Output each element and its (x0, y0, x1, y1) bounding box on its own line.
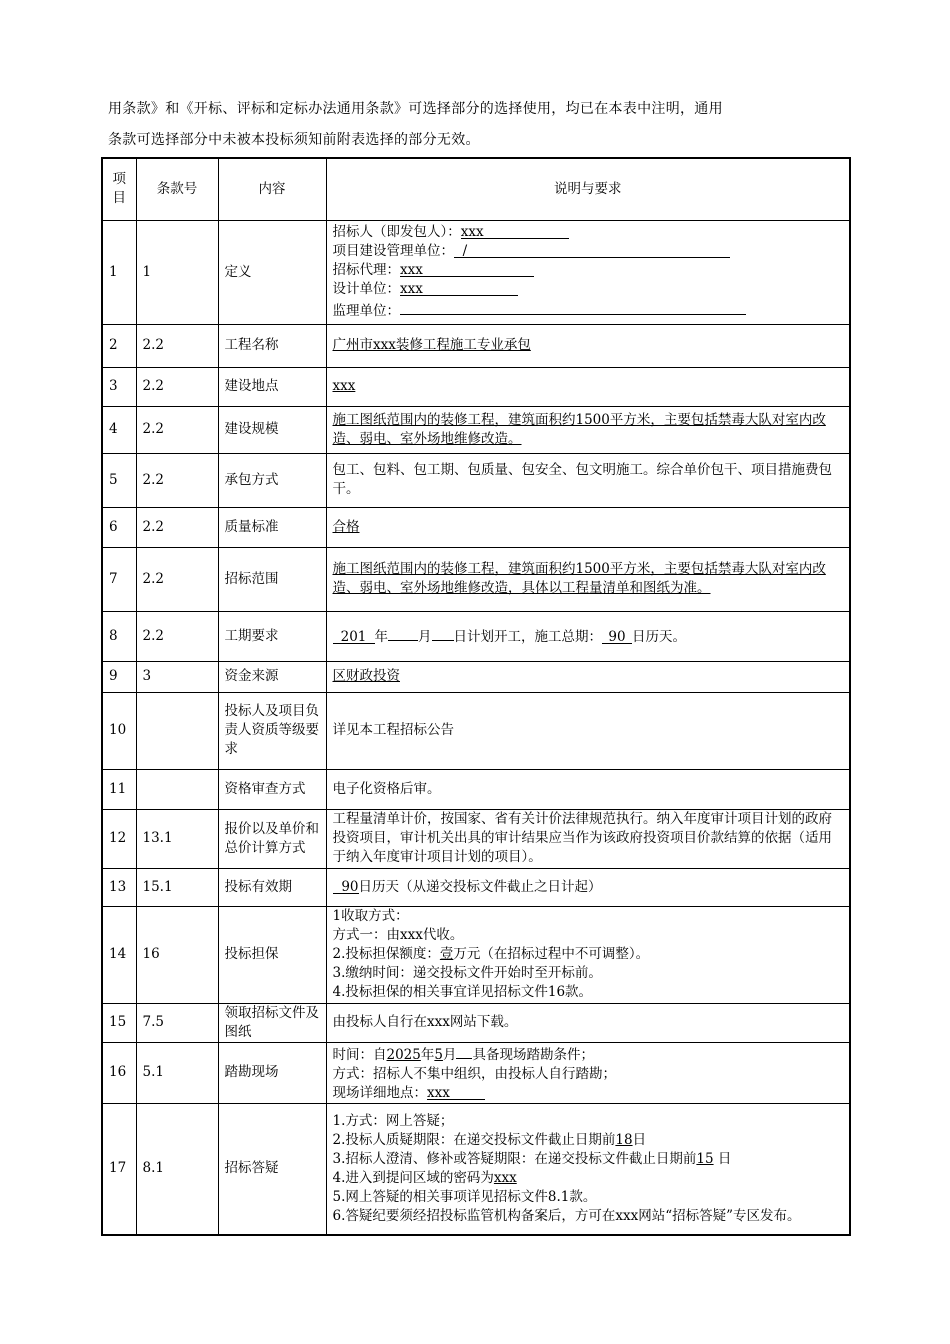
row-idx: 6 (102, 507, 136, 547)
row-content: 建设地点 (218, 367, 326, 406)
row-idx: 11 (102, 769, 136, 809)
table-row (102, 220, 850, 324)
row-desc: 1收取方式： 方式一：由xxx代收。 2.投标担保额度：壹万元（在招标过程中不可调整）。 3.缴纳时间：递交投标文件开始时至开标前。 4.投标担保的相关事宜详见招标文件16款。 (326, 906, 850, 1003)
row-idx: 13 (102, 868, 136, 906)
table-row (102, 547, 850, 611)
row-desc: 工程量清单计价，按国家、省有关计价法律规范执行。纳入年度审计项目计划的政府投资项目，审计机关出具的审计结果应当作为该政府投资项目价款结算的依据（适用于纳入年度审计项目计划的项目）。 (326, 809, 850, 868)
row-content: 工程名称 (218, 324, 326, 367)
row-idx: 7 (102, 547, 136, 611)
intro-line-1: 用条款》和《开标、评标和定标办法通用条款》可选择部分的选择使用，均已在本表中注明，通用 (108, 101, 723, 117)
row-desc: 由投标人自行在xxx网站下载。 (326, 1003, 850, 1042)
row-idx: 2 (102, 324, 136, 367)
row-idx: 12 (102, 809, 136, 868)
row-idx: 4 (102, 406, 136, 453)
table-row (102, 1003, 850, 1042)
header-clause: 条款号 (136, 158, 218, 220)
row-content: 踏勘现场 (218, 1042, 326, 1103)
row-clause: 2.2 (136, 547, 218, 611)
row-idx: 10 (102, 692, 136, 769)
table-row (102, 692, 850, 769)
table-row (102, 611, 850, 661)
row-idx: 15 (102, 1003, 136, 1042)
table-row (102, 661, 850, 692)
row-clause: 2.2 (136, 324, 218, 367)
table-row (102, 809, 850, 868)
row-desc: 区财政投资 (326, 661, 850, 692)
row-content: 报价以及单价和总价计算方式 (218, 809, 326, 868)
bid-notice-table (101, 157, 851, 1236)
row-clause: 16 (136, 906, 218, 1003)
row-desc: 包工、包料、包工期、包质量、包安全、包文明施工。综合单价包干、项目措施费包干。 (326, 453, 850, 507)
row-content: 投标人及项目负责人资质等级要求 (218, 692, 326, 769)
row-desc: 合格 (326, 507, 850, 547)
row-clause: 2.2 (136, 507, 218, 547)
row-desc: 201 年 月 日计划开工，施工总期： 90 日历天。 (326, 611, 850, 661)
row-desc: 招标人（即发包人）：xxx 项目建设管理单位： / 招标代理：xxx 设计单位：xxx 监理单位： (326, 220, 850, 324)
header-desc: 说明与要求 (326, 158, 850, 220)
row-clause: 2.2 (136, 406, 218, 453)
row-idx: 3 (102, 367, 136, 406)
row-desc: 广州市xxx装修工程施工专业承包 (326, 324, 850, 367)
row-clause: 13.1 (136, 809, 218, 868)
row-desc: 施工图纸范围内的装修工程，建筑面积约1500平方米，主要包括禁毒大队对室内改造、弱电、室外场地维修改造，具体以工程量清单和图纸为准。 (326, 547, 850, 611)
row-desc: xxx (326, 367, 850, 406)
row-desc: 电子化资格后审。 (326, 769, 850, 809)
row-clause: 2.2 (136, 611, 218, 661)
table-header-row (102, 158, 850, 220)
row-content: 招标范围 (218, 547, 326, 611)
row-clause (136, 692, 218, 769)
row-desc: 时间：自2025年5月 具备现场踏勘条件； 方式：招标人不集中组织，由投标人自行踏勘； 现场详细地点：xxx (326, 1042, 850, 1103)
row-content: 资格审查方式 (218, 769, 326, 809)
row-content: 工期要求 (218, 611, 326, 661)
row-content: 领取招标文件及图纸 (218, 1003, 326, 1042)
row-content: 投标担保 (218, 906, 326, 1003)
row-clause: 1 (136, 220, 218, 324)
row-idx: 5 (102, 453, 136, 507)
header-idx: 项目 (102, 158, 136, 220)
row-idx: 17 (102, 1103, 136, 1235)
table-row (102, 868, 850, 906)
row-idx: 8 (102, 611, 136, 661)
row-clause: 2.2 (136, 367, 218, 406)
table-row (102, 1042, 850, 1103)
table-row (102, 507, 850, 547)
row-desc: 详见本工程招标公告 (326, 692, 850, 769)
row-clause: 3 (136, 661, 218, 692)
table-row (102, 367, 850, 406)
header-content: 内容 (218, 158, 326, 220)
row-desc: 90日历天（从递交投标文件截止之日计起） (326, 868, 850, 906)
row-idx: 16 (102, 1042, 136, 1103)
row-content: 投标有效期 (218, 868, 326, 906)
row-content: 资金来源 (218, 661, 326, 692)
row-content: 建设规模 (218, 406, 326, 453)
intro-line-2: 条款可选择部分中未被本投标须知前附表选择的部分无效。 (108, 132, 480, 148)
row-clause: 8.1 (136, 1103, 218, 1235)
row-content: 质量标准 (218, 507, 326, 547)
row-clause: 7.5 (136, 1003, 218, 1042)
row-desc: 施工图纸范围内的装修工程，建筑面积约1500平方米，主要包括禁毒大队对室内改造、弱电、室外场地维修改造。 (326, 406, 850, 453)
table-row (102, 1103, 850, 1235)
row-idx: 14 (102, 906, 136, 1003)
row-desc: 1.方式：网上答疑； 2.投标人质疑期限：在递交投标文件截止日期前18日 3.招标人澄清、修补或答疑期限：在递交投标文件截止日期前15 日 4.进入到提问区域的密码为xxx 5.网上答疑的相关事项详见招标文件8.1款。 6.答疑纪要须经招投标监管机构备案后，方可在xxx网站“招标答疑”专区发布。 (326, 1103, 850, 1235)
row-idx: 9 (102, 661, 136, 692)
row-clause: 5.1 (136, 1042, 218, 1103)
row-idx: 1 (102, 220, 136, 324)
row-content: 定义 (218, 220, 326, 324)
intro-paragraph (108, 94, 844, 156)
row-clause: 15.1 (136, 868, 218, 906)
table-row (102, 406, 850, 453)
table-row (102, 453, 850, 507)
row-clause (136, 769, 218, 809)
row-content: 承包方式 (218, 453, 326, 507)
table-row (102, 769, 850, 809)
row-clause: 2.2 (136, 453, 218, 507)
table-row (102, 324, 850, 367)
row-content: 招标答疑 (218, 1103, 326, 1235)
table-row (102, 906, 850, 1003)
